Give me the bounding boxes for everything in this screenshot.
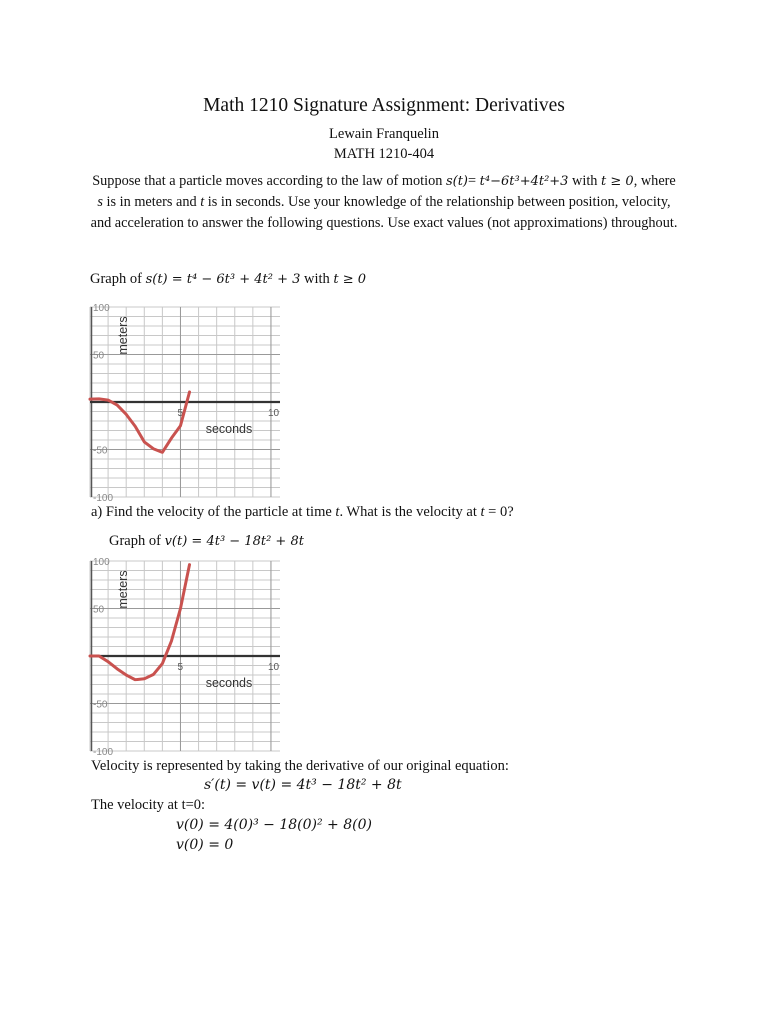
data-series-line xyxy=(90,565,190,680)
velocity-graph xyxy=(90,557,280,758)
x-axis-label: seconds xyxy=(205,676,253,690)
course-code: MATH 1210-404 xyxy=(333,146,435,162)
y-tick-label: 100 xyxy=(93,303,110,314)
x-axis-label: seconds xyxy=(205,422,253,436)
x-tick-label: 10 xyxy=(267,408,280,419)
velocity-at-zero-label: The velocity at t=0: xyxy=(91,797,206,813)
position-graph xyxy=(90,303,280,504)
x-tick-label: 5 xyxy=(177,408,184,419)
document-title: Math 1210 Signature Assignment: Derivatives xyxy=(203,95,565,116)
y-tick-label: -100 xyxy=(93,493,114,504)
velocity-explanation: Velocity is represented by taking the derivative of our original equation: xyxy=(91,758,509,774)
y-axis-label: meters xyxy=(116,570,130,609)
y-tick-label: -100 xyxy=(93,747,114,758)
x-tick-label: 5 xyxy=(177,662,184,673)
velocity-zero-calculation: v(0) = 4(0)³ − 18(0)² + 8(0) xyxy=(176,817,372,833)
y-tick-label: 100 xyxy=(93,557,110,568)
question-a: a) Find the velocity of the particle at time t. What is the velocity at t = 0? xyxy=(91,504,514,520)
y-tick-label: -50 xyxy=(93,699,108,711)
y-tick-label: 50 xyxy=(93,604,105,616)
x-tick-label: 10 xyxy=(267,662,280,673)
y-tick-label: -50 xyxy=(93,445,108,457)
derivative-equation: s′(t) = v(t) = 4t³ − 18t² + 8t xyxy=(204,777,402,793)
problem-statement: Suppose that a particle moves according to the law of motion s(t)= t⁴−6t³+4t²+3 with t ≥ 0, where s is in meters and t is in seconds. Use your knowledge of the relationship between position, velocity, and acceleration to answer the following questions. Use exact values (not approximations) throughout. xyxy=(90,173,678,231)
y-tick-label: 50 xyxy=(93,350,105,362)
graph-velocity-caption: Graph of v(t) = 4t³ − 18t² + 8t xyxy=(109,533,304,549)
velocity-zero-result: v(0) = 0 xyxy=(176,837,234,853)
y-axis-label: meters xyxy=(116,316,130,355)
graph-position-caption: Graph of s(t) = t⁴ − 6t³ + 4t² + 3 with t ≥ 0 xyxy=(90,271,367,287)
author-name: Lewain Franquelin xyxy=(329,126,439,142)
